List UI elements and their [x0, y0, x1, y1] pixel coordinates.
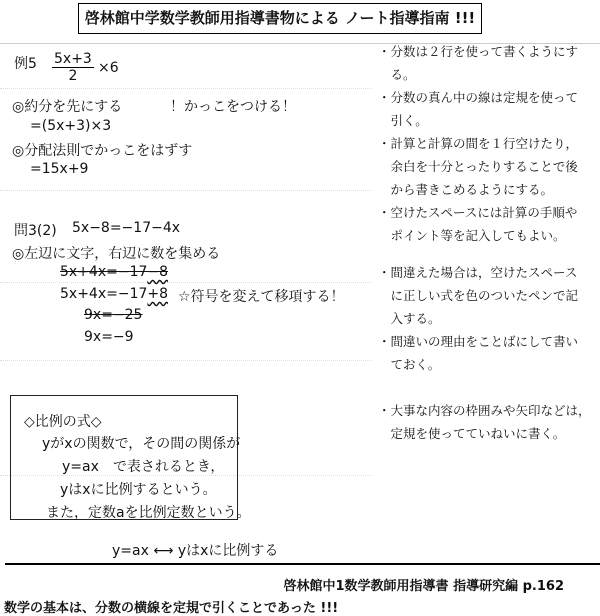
- note-line: 入する。: [378, 311, 441, 326]
- fraction: [52, 51, 94, 84]
- problem-label: 問3(2): [14, 223, 57, 239]
- corrected-step-1: [60, 286, 168, 302]
- corrected-step-1-text: 5x+4x=−17: [60, 286, 148, 302]
- note-line: る。: [378, 67, 416, 82]
- note-line: ポイント等を記入してもよい。: [378, 228, 566, 243]
- fraction-numerator: 5x+3: [54, 51, 92, 67]
- step1-result: =(5x+3)×3: [30, 118, 112, 134]
- note-line: ・分数は２行を使って書くようにす: [378, 44, 579, 59]
- problem-note: ◎左辺に文字，右辺に数を集める: [12, 246, 221, 262]
- note-line: 引く。: [378, 113, 428, 128]
- ruled-line: [0, 190, 372, 191]
- corrected-step-hint: ☆符号を変えて移項する！: [178, 289, 345, 305]
- note-line: ・分数の真ん中の線は定規を使って: [378, 90, 579, 105]
- definition-heading: ◇比例の式◇: [24, 414, 102, 430]
- fraction-denominator: 2: [68, 68, 78, 84]
- step2-note: ◎分配法則でかっこをはずす: [12, 143, 193, 159]
- arrow-relation: y=ax ⟷ yはxに比例する: [112, 543, 279, 559]
- notes-block-3: [378, 399, 591, 445]
- step1-note: ◎約分を先にする: [12, 99, 123, 115]
- note-line: ・大事な内容の枠囲みや矢印などは，: [378, 403, 591, 418]
- note-line: ・計算と計算の間を１行空けたり，: [378, 136, 579, 151]
- note-line: から書きこめるようにする。: [378, 182, 554, 197]
- fraction-multiplier: ×6: [98, 60, 119, 76]
- definition-line: yはxに比例するという。: [60, 482, 217, 498]
- citation: 啓林館中1数学教師用指導書 指導研究編 p.162: [283, 579, 564, 594]
- definition-line: また，定数aを比例定数という。: [46, 505, 251, 521]
- example-label: 例5: [14, 56, 37, 72]
- conclusion: 数学の基本は、分数の横線を定規で引くことであった !!!: [4, 601, 339, 616]
- note-line: ・間違えた場合は，空けたスペース: [378, 265, 578, 280]
- definition-line: y=ax で表されるとき，: [62, 459, 225, 475]
- notes-block-1: [378, 40, 578, 247]
- problem-equation: 5x−8=−17−4x: [72, 220, 181, 236]
- corrected-step-1-wave: +8: [147, 286, 169, 302]
- note-line: ・空けたスペースには計算の手順や: [378, 205, 578, 220]
- definition-line: yがxの関数で，その間の関係が: [42, 436, 241, 452]
- wrong-step-1-wave: −8: [147, 264, 169, 280]
- note-line: に正しい式を色のついたペンで記: [378, 288, 579, 303]
- wrong-step-2: 9x=−25: [84, 307, 143, 323]
- step2-result: =15x+9: [30, 161, 89, 177]
- note-line: ておく。: [378, 357, 441, 372]
- ruled-line: [0, 282, 372, 283]
- wrong-step-1-text: 5x+4x=−17: [60, 264, 148, 280]
- ruled-line: [0, 88, 372, 89]
- corrected-step-2: 9x=−9: [84, 329, 134, 345]
- notes-block-2: [378, 261, 578, 376]
- ruled-line: [0, 360, 372, 361]
- title-box: 啓林館中学数学教師用指導書物による ノート指導指南 !!!: [78, 3, 482, 34]
- note-line: ・間違いの理由をことばにして書い: [378, 334, 579, 349]
- step1-hint: ！かっこをつける！: [170, 99, 296, 115]
- wrong-step-1: [60, 264, 168, 280]
- note-line: 定規を使ってていねいに書く。: [378, 426, 566, 441]
- note-line: 余白を十分とったりすることで後: [378, 159, 578, 174]
- footer-divider: [5, 563, 600, 565]
